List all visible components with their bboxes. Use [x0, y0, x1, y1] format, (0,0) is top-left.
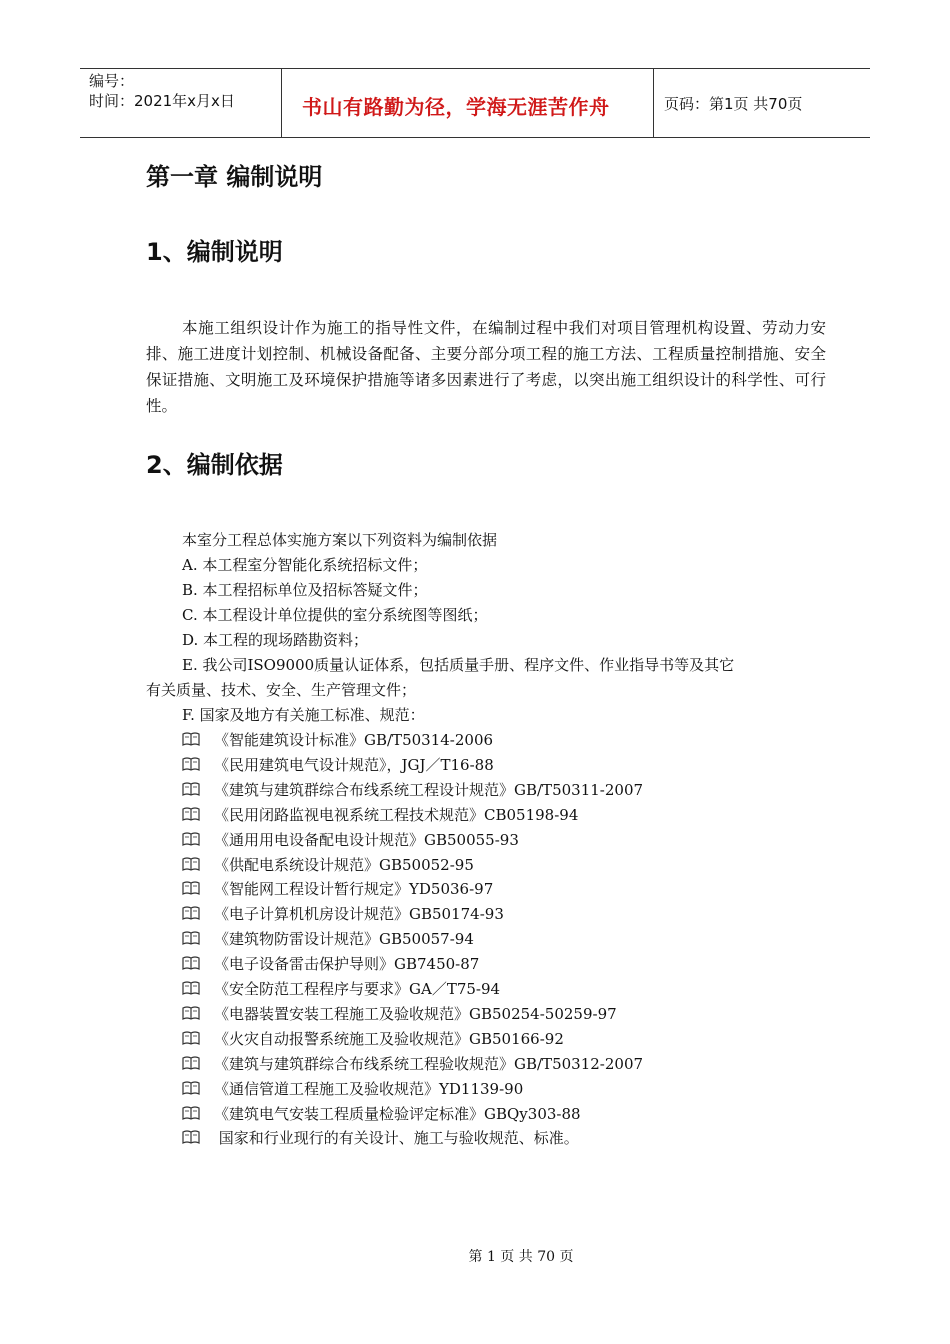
page-footer: 第 1 页 共 70 页	[468, 1249, 574, 1265]
standard-text: 《民用闭路监视电视系统工程技术规范》CB05198-94	[214, 805, 579, 824]
standard-item	[182, 878, 493, 902]
standard-item	[182, 903, 504, 927]
book-icon	[182, 1106, 200, 1121]
book-icon	[182, 732, 200, 747]
book-icon	[182, 1130, 200, 1145]
basis-item-d: D. 本工程的现场踏勘资料；	[182, 631, 369, 649]
standard-item	[182, 1078, 523, 1102]
standard-item	[182, 779, 643, 803]
standard-item	[182, 1028, 564, 1052]
standard-text: 《供配电系统设计规范》GB50052-95	[214, 855, 474, 874]
standard-item	[182, 754, 494, 778]
page-header	[80, 68, 870, 138]
standard-item	[182, 1103, 581, 1127]
standard-item	[182, 829, 519, 853]
standard-text: 《电子设备雷击保护导则》GB7450-87	[214, 955, 480, 974]
standard-text: 《安全防范工程程序与要求》GA／T75-94	[214, 980, 501, 998]
standard-item	[182, 978, 500, 1002]
standard-item	[182, 1053, 643, 1077]
standard-item	[182, 804, 578, 828]
standard-text: 《火灾自动报警系统施工及验收规范》GB50166-92	[214, 1029, 564, 1048]
standard-text: 《电子计算机机房设计规范》GB50174-93	[214, 905, 504, 924]
basis-item-f: F. 国家及地方有关施工标准、规范：	[182, 706, 425, 724]
header-motto: 书山有路勤为径，学海无涯苦作舟	[302, 95, 610, 119]
standard-item	[182, 729, 493, 753]
header-page-cell	[654, 69, 870, 137]
standard-text: 国家和行业现行的有关设计、施工与验收规范、标准。	[214, 1129, 579, 1148]
book-icon	[182, 1031, 200, 1046]
standard-item	[182, 1127, 579, 1151]
standard-text: 《建筑物防雷设计规范》GB50057-94	[214, 930, 474, 949]
book-icon	[182, 857, 200, 872]
standard-text: 《建筑与建筑群综合布线系统工程设计规范》GB/T50311-2007	[214, 780, 644, 799]
book-icon	[182, 881, 200, 896]
header-motto-cell	[282, 69, 654, 137]
basis-item-a: A. 本工程室分智能化系统招标文件；	[182, 556, 428, 574]
book-icon	[182, 832, 200, 847]
book-icon	[182, 906, 200, 921]
standard-text: 《智能网工程设计暂行规定》YD5036-97	[214, 880, 494, 899]
book-icon	[182, 1081, 200, 1096]
section1-title: 1、编制说明	[146, 238, 283, 266]
header-meta	[80, 69, 282, 137]
standard-text: 《电器装置安装工程施工及验收规范》GB50254-50259-97	[214, 1004, 617, 1023]
section2-title: 2、编制依据	[146, 451, 283, 479]
chapter-title: 第一章 编制说明	[146, 163, 323, 191]
standard-text: 《建筑与建筑群综合布线系统工程验收规范》GB/T50312-2007	[214, 1054, 644, 1073]
book-icon	[182, 1056, 200, 1071]
standard-text: 《建筑电气安装工程质量检验评定标准》GBQy303-88	[214, 1104, 581, 1123]
standard-item	[182, 928, 474, 952]
standard-item	[182, 1003, 617, 1027]
section1-paragraph: 本施工组织设计作为施工的指导性文件，在编制过程中我们对项目管理机构设置、劳动力安排、施工进度计划控制、机械设备配备、主要分部分项工程的施工方法、工程质量控制措施、安全保证措施、文明施工及环境保护措施等诸多因素进行了考虑，以突出施工组织设计的科学性、可行性。	[146, 319, 826, 415]
book-icon	[182, 1006, 200, 1021]
number-label: 编号：	[89, 72, 135, 90]
standard-text: 《通用用电设备配电设计规范》GB50055-93	[214, 830, 519, 849]
basis-item-e: E. 我公司ISO9000质量认证体系，包括质量手册、程序文件、作业指导书等及其它	[182, 656, 735, 674]
standard-item	[182, 953, 479, 977]
standard-item	[182, 854, 474, 878]
basis-item-b: B. 本工程招标单位及招标答疑文件；	[182, 581, 428, 599]
book-icon	[182, 956, 200, 971]
book-icon	[182, 807, 200, 822]
standard-text: 《智能建筑设计标准》GB/T50314-2006	[214, 731, 494, 749]
time-label: 时间：2021年x月x日	[89, 92, 235, 110]
section2-intro: 本室分工程总体实施方案以下列资料为编制依据	[182, 531, 498, 549]
header-page-info: 页码：第1页 共70页	[664, 95, 803, 113]
book-icon	[182, 931, 200, 946]
standard-text: 《通信管道工程施工及验收规范》YD1139-90	[214, 1079, 524, 1098]
basis-item-c: C. 本工程设计单位提供的室分系统图等图纸；	[182, 606, 488, 624]
standard-text: 《民用建筑电气设计规范》，JGJ／T16-88	[214, 755, 494, 774]
basis-item-e-continued: 有关质量、技术、安全、生产管理文件；	[146, 681, 417, 699]
book-icon	[182, 981, 200, 996]
book-icon	[182, 782, 200, 797]
book-icon	[182, 757, 200, 772]
